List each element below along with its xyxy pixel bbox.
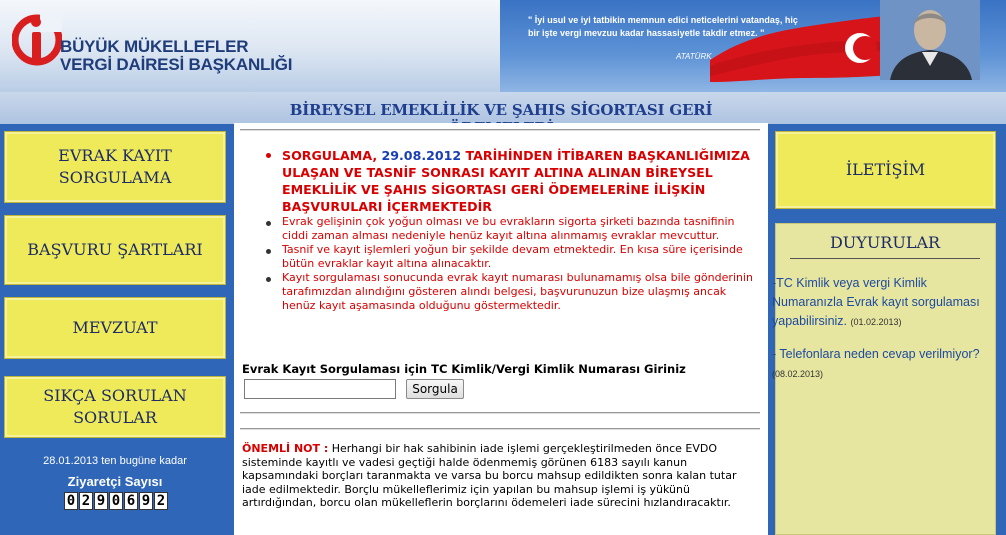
- sorgula-button[interactable]: Sorgula: [406, 379, 464, 399]
- ataturk-quote: " İyi usul ve iyi tatbikin memnun edici neticelerini vatandaş, hiç bir işte vergi mevzuu kadar hassasiyetle takdir etmez. ": [528, 15, 798, 38]
- notice-item: Tasnif ve kayıt işlemleri yoğun bir şekilde devam etmektedir. En kısa süre içerisinde bütün evraklar kayıt altına alınacaktır.: [266, 243, 758, 271]
- announcement-text: -TC Kimlik veya vergi Kimlik Numaranızla Evrak kayıt sorgulaması yapabilirsiniz.: [772, 276, 980, 328]
- divider: [240, 412, 760, 414]
- notice-main-date: 29.08.2012: [381, 148, 462, 163]
- quote-author: ATATÜRK: [676, 52, 712, 61]
- divider: [240, 129, 760, 131]
- notice-main-suffix: TARİHİNDEN İTİBAREN BAŞKANLIĞIMIZA ULAŞAN VE TASNİF SONRASI KAYIT ALTINA ALINAN BİREYSEL EMEKLİLİK VE ŞAHIS SİGORTASI GERİ ÖDEMELERİNE İLİŞKİN BAŞVURULARI İÇERMEKTEDİR: [282, 148, 750, 214]
- button-label: İLETİŞİM: [845, 160, 926, 179]
- mevzuat-button[interactable]: [4, 297, 226, 359]
- site-logo-text[interactable]: [60, 38, 292, 74]
- counter-digit: 9: [139, 492, 153, 510]
- visitor-since-text: 28.01.2013 ten bugüne kadar: [43, 455, 187, 467]
- announcement-date: (01.02.2013): [850, 317, 902, 327]
- button-label-line-2: SORGULAMA: [58, 168, 172, 187]
- button-label: MEVZUAT: [72, 318, 158, 337]
- sikca-sorulan-sorular-button[interactable]: [4, 376, 226, 438]
- basvuru-sartlari-button[interactable]: [4, 215, 226, 285]
- notice-main-item: [266, 147, 758, 215]
- counter-digit: 0: [64, 492, 78, 510]
- site-header: [0, 0, 1006, 92]
- main-content: [234, 123, 768, 535]
- tc-kimlik-input[interactable]: [244, 379, 396, 399]
- divider: [240, 428, 760, 430]
- button-label: BAŞVURU ŞARTLARI: [27, 240, 203, 259]
- notice-item: Evrak gelişinin çok yoğun olması ve bu evrakların sigorta şirketi bazında tasnifinin ciddi zaman alması nedeniyle henüz kayıt altına alınmamış evraklar mevcuttur.: [266, 215, 758, 243]
- gib-logo-icon[interactable]: [12, 10, 62, 74]
- counter-digit: 2: [154, 492, 168, 510]
- important-note: [242, 442, 754, 510]
- button-label-line-2: SORULAR: [73, 408, 157, 427]
- counter-digit: 0: [109, 492, 123, 510]
- iletisim-button[interactable]: [775, 131, 996, 209]
- visitor-count-label: Ziyaretçi Sayısı: [67, 474, 163, 489]
- announcements-title: DUYURULAR: [790, 233, 980, 259]
- counter-digit: 9: [94, 492, 108, 510]
- button-label-line-1: SIKÇA SORULAN: [43, 386, 187, 405]
- announcement-link[interactable]: [772, 345, 994, 384]
- counter-digit: 2: [79, 492, 93, 510]
- important-note-label: ÖNEMLİ NOT :: [242, 442, 329, 455]
- button-label-line-1: EVRAK KAYIT: [58, 146, 172, 165]
- announcement-link[interactable]: [772, 274, 994, 332]
- visitor-counter: [64, 492, 168, 510]
- announcement-date: (08.02.2013): [772, 369, 824, 379]
- notice-item: Kayıt sorgulaması sonucunda evrak kayıt numarası bulunamamış olsa bile gönderinin tarafımızdan alındığını gösteren alındı belgesi, başvurunuzun bize ulaşmış ancak henüz kayıt aşamasında olduğunu göstermektedir.: [266, 271, 758, 313]
- notice-list: [266, 147, 758, 313]
- page-title: BİREYSEL EMEKLİLİK VE ŞAHIS SİGORTASI GERİ: [289, 101, 713, 119]
- query-label: Evrak Kayıt Sorgulaması için TC Kimlik/Vergi Kimlik Numarası Giriniz: [242, 362, 686, 376]
- logo-line-2: VERGİ DAİRESİ BAŞKANLIĞI: [60, 55, 293, 74]
- announcements-panel: [772, 223, 996, 535]
- notice-main-prefix: SORGULAMA,: [282, 148, 382, 163]
- announcement-text: - Telefonlara neden cevap verilmiyor?: [772, 347, 980, 361]
- ataturk-portrait-image: [880, 0, 980, 80]
- counter-digit: 6: [124, 492, 138, 510]
- evrak-kayit-sorgulama-button[interactable]: [4, 131, 226, 203]
- important-note-text: Herhangi bir hak sahibinin iade işlemi gerçekleştirilmeden önce EVDO sisteminde kayıtlı ve vadesi geçtiği halde ödenmemiş görünen 6183 sayılı kanun kapsamındaki borçları taranmakta ve varsa bu borcu mahsup edildikten sonra kalan tutar iade edilmektedir. Borçlu mükelleflerimiz için yapılan bu mahsup işlemi iş yükünü artırdığından, borcu olan mükelleflerin borçlarını ödemeleri iade sürecini hızlandıracaktır.: [242, 442, 737, 509]
- logo-line-1: BÜYÜK MÜKELLEFLER: [60, 37, 249, 56]
